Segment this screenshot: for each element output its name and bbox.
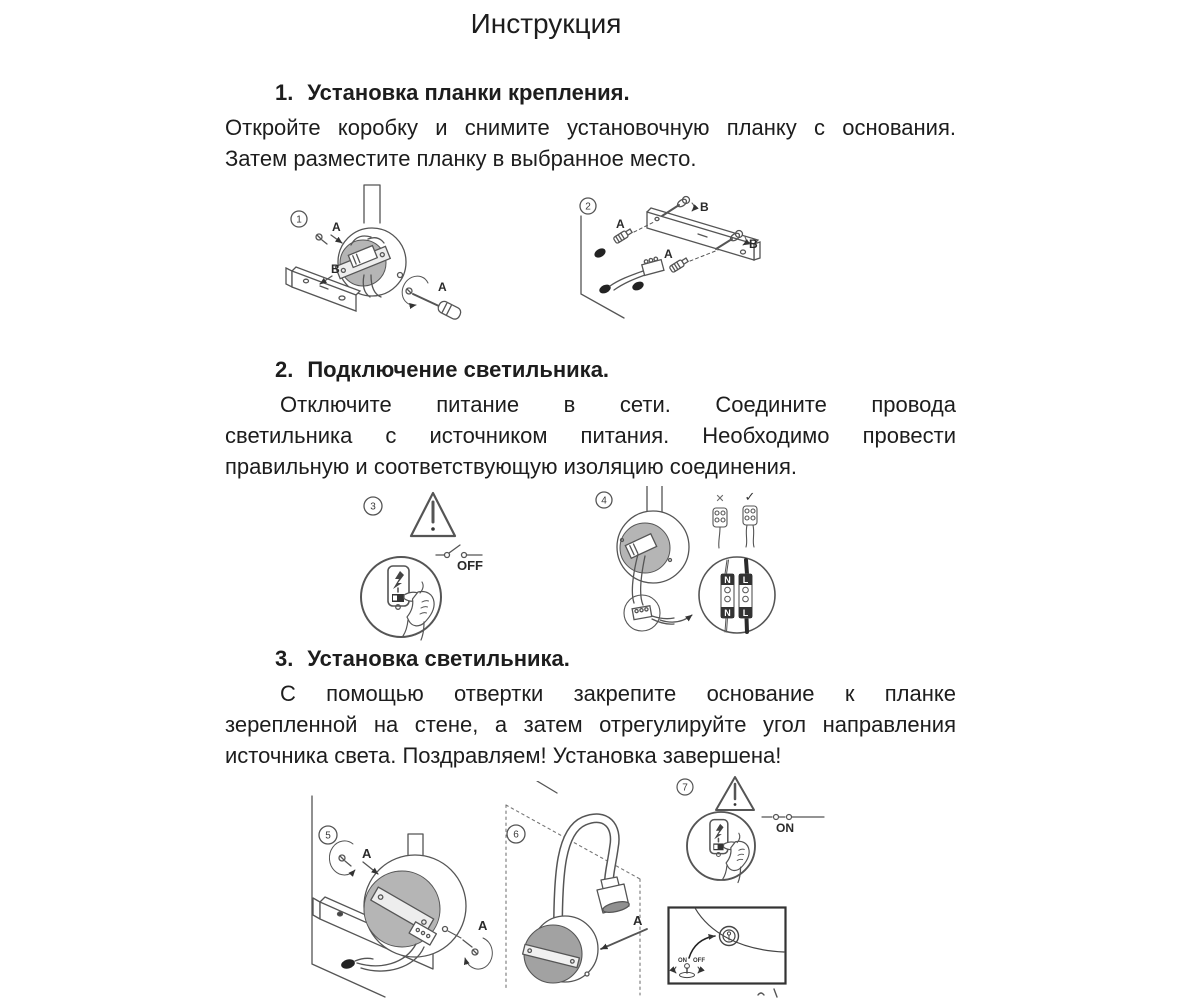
label-direction-a: A bbox=[633, 913, 643, 928]
wrong-mark-icon: ✕ bbox=[715, 493, 725, 505]
figure-knob-detail-box bbox=[667, 906, 787, 985]
label-terminal-n: N bbox=[724, 575, 731, 585]
terminal-detail-circle bbox=[699, 557, 775, 633]
label-screw-a: A bbox=[332, 220, 341, 234]
body-line: зерепленной на стене, а затем отрегулируйте угол направления bbox=[225, 712, 956, 737]
wall-plug-icon bbox=[631, 280, 645, 292]
figure-5-base-to-bracket bbox=[285, 782, 510, 1000]
label-on: ON bbox=[678, 958, 687, 964]
wall-plug-icon bbox=[593, 247, 607, 260]
screwdriver-icon bbox=[413, 294, 441, 307]
label-terminal-l: L bbox=[742, 575, 749, 585]
section-3-body bbox=[225, 678, 956, 771]
section-3-number: 3. bbox=[275, 646, 294, 671]
label-screw-a: A bbox=[478, 918, 488, 933]
label-screw-b: B bbox=[749, 237, 758, 251]
figure-1-mount-plate-removal bbox=[278, 183, 478, 323]
figure-4-wiring-connection bbox=[586, 486, 791, 646]
section-3-heading bbox=[275, 646, 570, 672]
label-screw-a: A bbox=[362, 846, 372, 861]
figure-2-wall-bracket-mounting bbox=[558, 186, 783, 326]
label-anchor-a: A bbox=[616, 217, 625, 231]
body-line: светильника с источником питания. Необходимо провести bbox=[225, 423, 956, 448]
section-2-heading-text: Подключение светильника. bbox=[307, 357, 610, 382]
section-2-number: 2. bbox=[275, 357, 294, 382]
step-5-number: 5 bbox=[325, 830, 331, 842]
body-line: источника света. Поздравляем! Установка завершена! bbox=[225, 743, 782, 768]
label-terminal-l: L bbox=[742, 608, 749, 618]
label-on: ON bbox=[776, 821, 794, 835]
step-6-number: 6 bbox=[513, 829, 519, 841]
label-terminal-n: N bbox=[724, 608, 731, 618]
label-bracket-b: B bbox=[331, 262, 340, 276]
section-1-body bbox=[225, 112, 956, 174]
label-off: OFF bbox=[457, 558, 483, 573]
figure-3-power-off-warning bbox=[338, 486, 518, 646]
body-line: правильную и соответствующую изоляцию соединения. bbox=[225, 454, 797, 479]
section-2-body bbox=[225, 389, 956, 482]
step-4-number: 4 bbox=[601, 495, 607, 507]
section-1-heading-text: Установка планки крепления. bbox=[307, 80, 630, 105]
section-3-heading-text: Установка светильника. bbox=[307, 646, 570, 671]
figure-6-assembled-lamp bbox=[487, 781, 672, 1000]
print-artifact bbox=[752, 986, 796, 1000]
section-2-heading bbox=[275, 357, 609, 383]
body-line: С помощью отвертки закрепите основание к планке bbox=[280, 681, 956, 706]
section-1-number: 1. bbox=[275, 80, 294, 105]
correct-mark-icon: ✓ bbox=[744, 489, 756, 504]
wire-connector bbox=[632, 606, 652, 620]
page-title: Инструкция bbox=[470, 8, 622, 39]
section-1-heading bbox=[275, 80, 630, 106]
step-2-number: 2 bbox=[585, 201, 591, 213]
step-7-number: 7 bbox=[682, 782, 688, 794]
connector-correct bbox=[743, 506, 757, 547]
connector-wrong bbox=[713, 508, 727, 548]
wall-corner bbox=[581, 216, 624, 318]
step-1-number: 1 bbox=[296, 214, 302, 226]
step-3-number: 3 bbox=[370, 501, 376, 513]
label-off: OFF bbox=[693, 958, 705, 964]
wire-connector bbox=[641, 256, 664, 275]
label-screw-a: A bbox=[438, 280, 447, 294]
body-line: Затем разместите планку в выбранное место. bbox=[225, 146, 697, 171]
body-line: Откройте коробку и снимите установочную планку с основания. bbox=[225, 115, 956, 140]
label-screw-b: B bbox=[700, 200, 709, 214]
figure-7-power-on-warning bbox=[658, 774, 840, 906]
wall-plug-icon bbox=[598, 283, 612, 295]
label-anchor-a: A bbox=[664, 247, 673, 261]
body-line: Отключите питание в сети. Соедините провода bbox=[280, 392, 956, 417]
plug-icon bbox=[340, 958, 356, 970]
light-switch-and-hand bbox=[687, 812, 755, 883]
